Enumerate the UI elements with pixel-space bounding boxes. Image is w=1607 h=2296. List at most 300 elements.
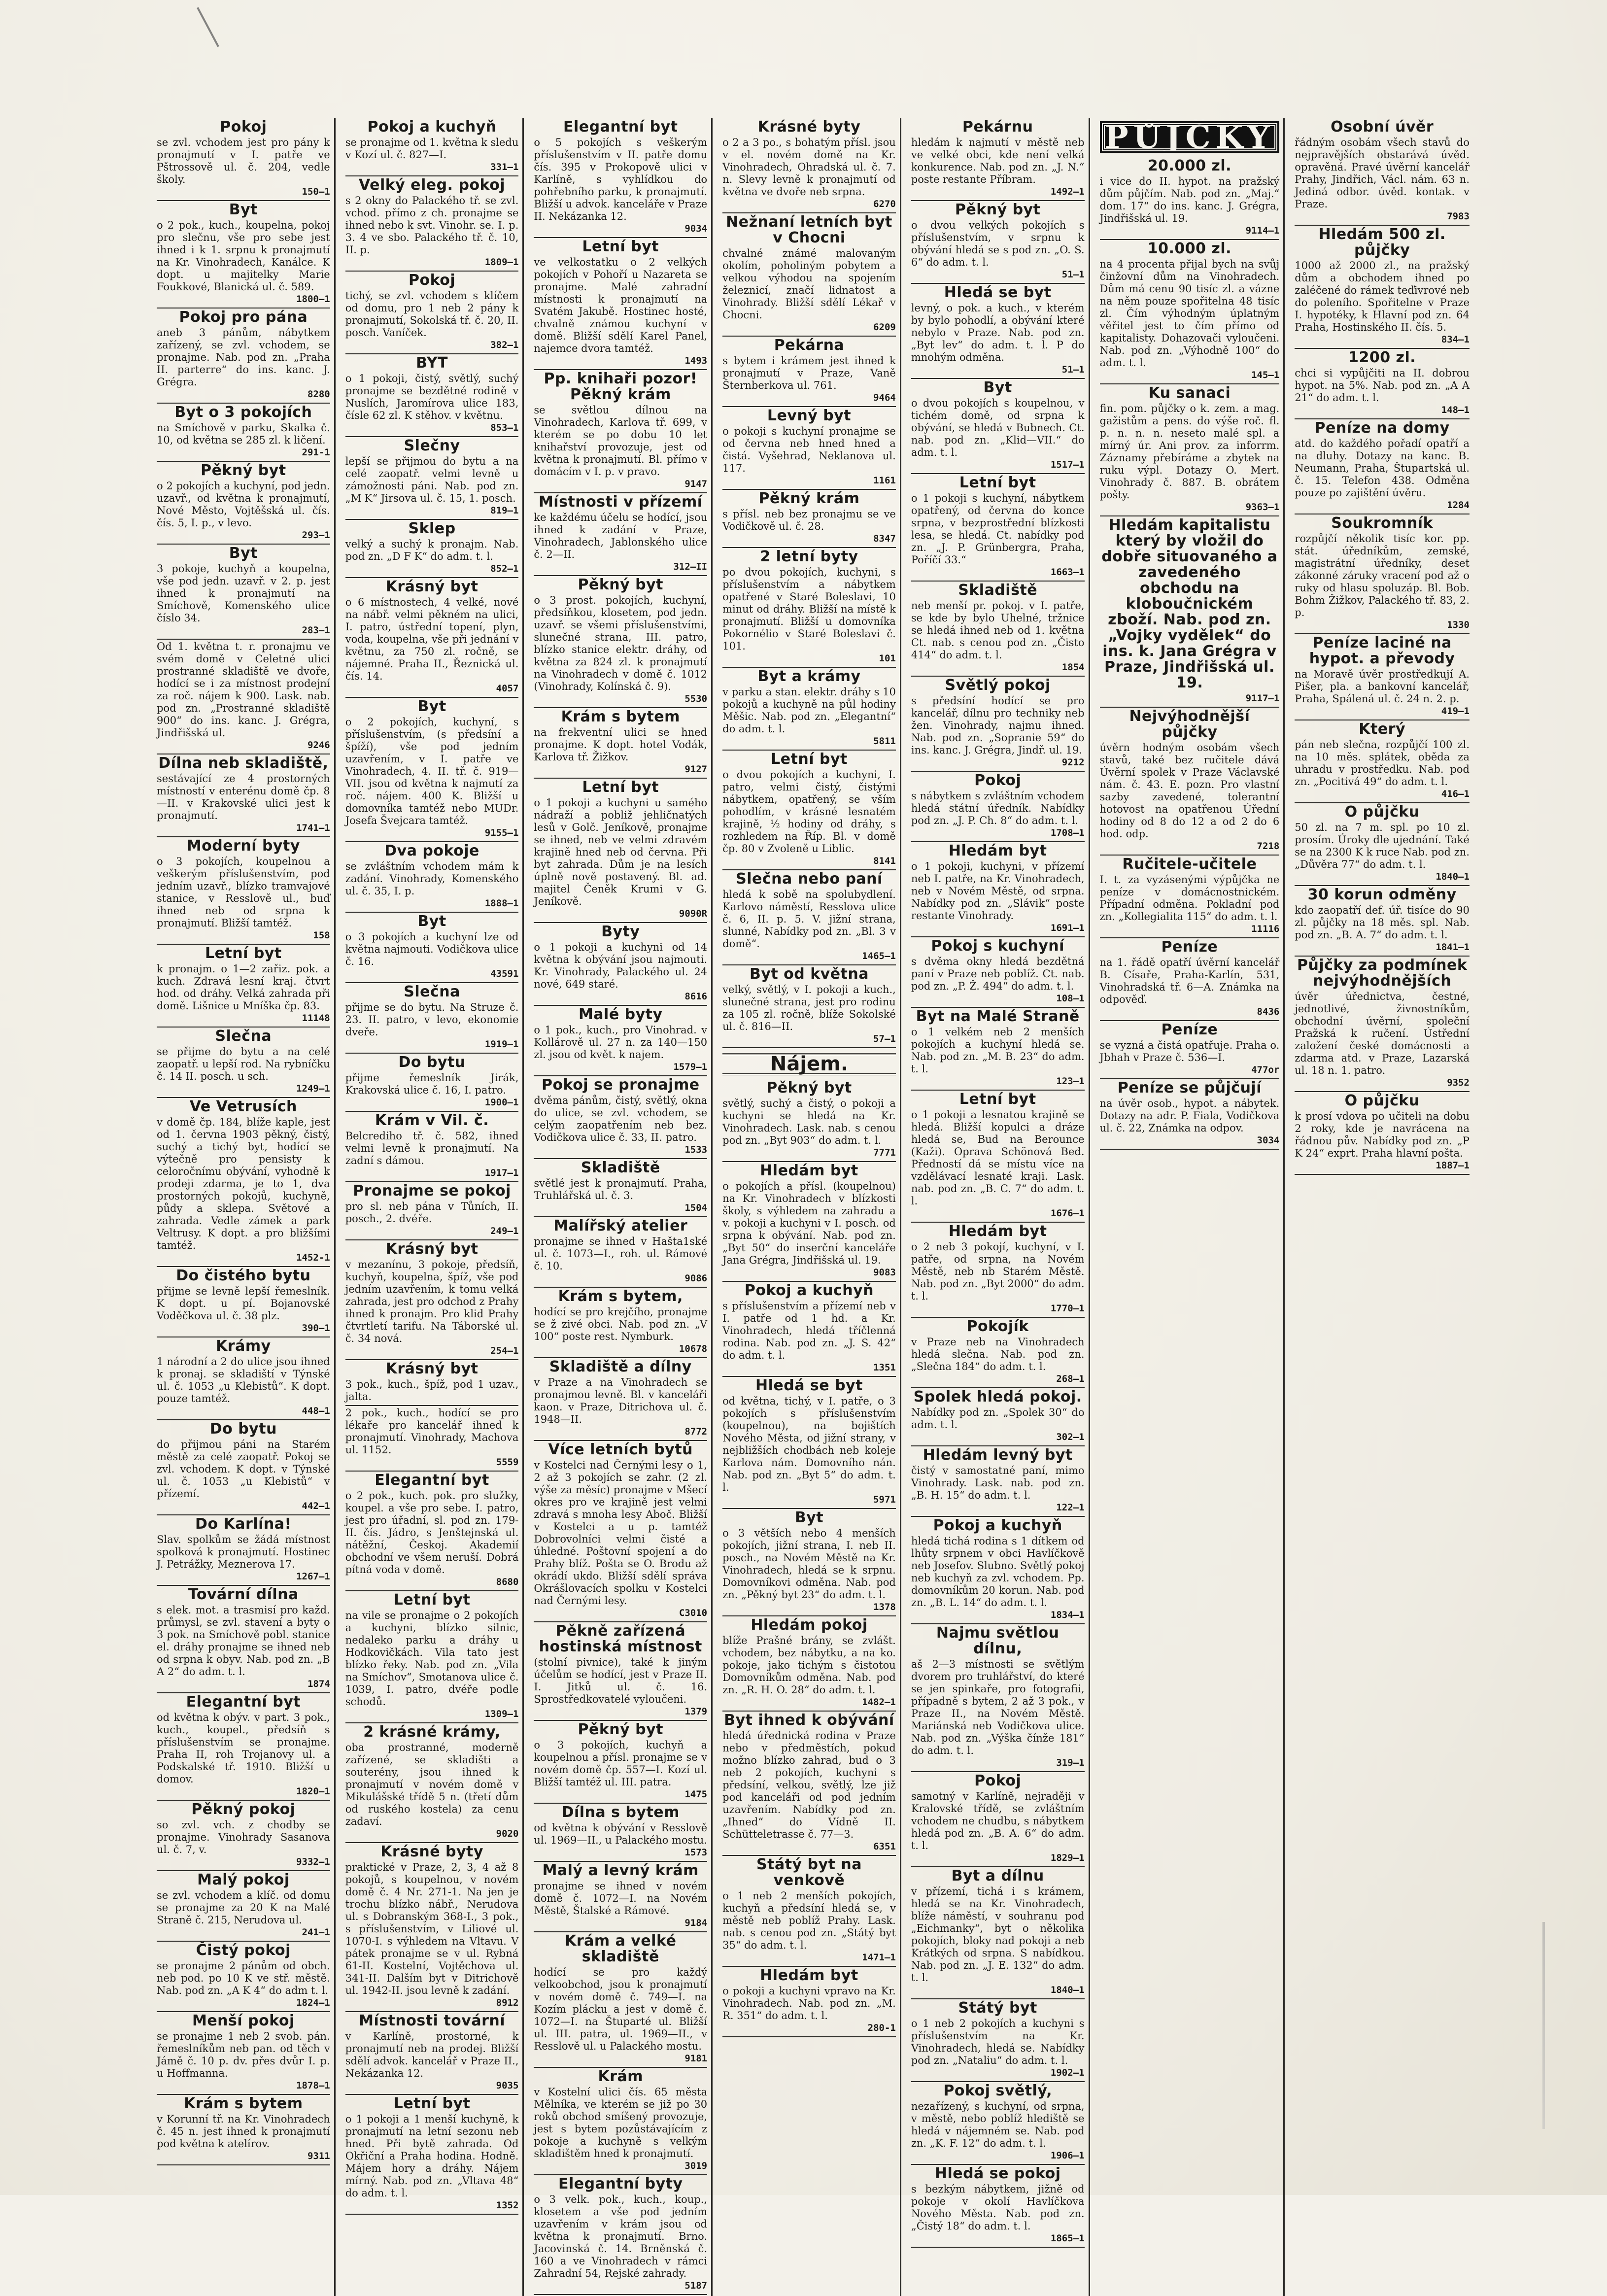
classified-ad <box>1100 1022 1280 1079</box>
ad-text: v Korunní tř. na Kr. Vinohradech č. 45 n. jest ihned k pronajmutí pod května k atelírov. <box>157 2113 330 2150</box>
ad-title: Ku sanaci <box>1148 384 1231 402</box>
ad-reference-number: 416—1 <box>1441 788 1470 799</box>
column-5 <box>907 118 1090 2296</box>
classified-ad <box>722 966 896 1048</box>
ad-reference-number: 1834—1 <box>1050 1610 1085 1620</box>
ad-text: aš 2—3 místnosti se světlým dvorem pro truhlářství, do které se jen spinkaře, pro fotografii, případně s bytem, 2 až 3 pok., v Praze II., na Novém Městě. Mariánská neb Vodičkova ulice. Nab. pod zn. „Výška čínže 181“ do adm. t. l. <box>911 1658 1085 1756</box>
ad-reference-number: 302—1 <box>1056 1432 1085 1442</box>
ad-text: o 2 neb 3 pokojí, kuchyní, v I. patře, od srpna, na Novém Městě, neb nb Starém Městě. Nab. pod zn. „Byt 2000“ do adm. t. l. <box>911 1241 1085 1302</box>
ad-title: Slečna <box>215 1028 272 1045</box>
classified-ad <box>534 1218 707 1288</box>
ad-title: Malý pokoj <box>197 1871 290 1888</box>
ad-reference-number: 1309—1 <box>484 1709 519 1719</box>
ad-title: Pokoj se pronajme <box>541 1076 700 1094</box>
ad-reference-number: 9363—1 <box>1245 502 1280 513</box>
ad-text: o 1 pok., kuch., pro Vinohrad. v Kollárově ul. 27 n. za 140—150 zl. jsou od květ. k najem. <box>534 1024 708 1061</box>
ad-title: Krám a velké skladiště <box>565 1932 677 1965</box>
ad-text: o 6 místnostech, 4 velké, nové na nábř. velmi pěkném na ulici, I. patro, ústřední topení, plyn, voda, koupelna, vše při jednání v květnu, za 750 zl. ročně, se nájemné. Praha II., Řeznická ul. čís. 14. <box>345 596 519 682</box>
ad-title: Hledám byt <box>760 1967 858 1984</box>
column-6 <box>1096 118 1285 2296</box>
ad-text: velký a suchý k pronajm. Nab. pod zn. „D F K“ do adm. t. l. <box>345 538 519 562</box>
ad-text: sestávající ze 4 prostorných místností v enterénu domě čp. 8—II. v Krakovské ulici jest k pronajmutí. <box>157 773 330 822</box>
ad-reference-number: 158 <box>313 930 330 941</box>
classified-ad <box>157 2096 330 2165</box>
ad-reference-number: 254—1 <box>490 1345 519 1356</box>
classified-ad <box>722 752 896 870</box>
classified-ad <box>345 438 519 520</box>
ad-title: Slečna nebo paní <box>736 870 883 888</box>
classified-ad <box>911 773 1085 842</box>
classified-ad <box>345 1183 519 1240</box>
classified-ad <box>157 946 330 1028</box>
ad-text: chci si vypůjčiti na II. dobrou hypot. na 5%. Nab. pod zn. „A A 21“ do adm. t. l. <box>1295 367 1470 404</box>
ad-text: lepší se přijmou do bytu a na celé zaopatř. velmi levně u zámožnosti páni. Nab. pod zn. „M K“ Jirsova ul. č. 15, 1. posch. <box>345 455 519 504</box>
ad-text: fin. pom. půjčky o k. zem. a mag. gažistům a pens. do výše roč. fl. p. n. n. n. neseto malé spl. a mírný úr. Ani prov. za inforrm. Záznamy přebíráme a zbytek na ruku výpl. Dotazy O. Mert. Vinohrady č. 887. B. obrátem pošty. <box>1099 403 1280 501</box>
ad-title: Pěkný pokoj <box>191 1801 296 1818</box>
ad-reference-number: 249—1 <box>490 1226 519 1236</box>
paper-scratch-mark <box>197 7 219 47</box>
classified-ad <box>1295 420 1470 514</box>
ad-title: Skladiště a dílny <box>549 1358 692 1375</box>
ad-title: Hledá se byt <box>944 284 1052 301</box>
ad-title: Krám s bytem <box>184 2095 303 2112</box>
classified-ad <box>534 1442 707 1622</box>
ad-text: v Karlíně, prostorné, k pronajmutí neb na prodej. Bližší sdělí advok. kancelář v Praze II., Nekázanka 12. <box>345 2030 519 2079</box>
ad-reference-number: 9352 <box>1447 1077 1470 1088</box>
classified-ad <box>1100 939 1280 1021</box>
ad-text: úvěr úřednictva, čestné, jednotlivé, živnostníkům, obchodní úvěrní, společní Pražská k ručení. Ústřední založení české domácnosti a zdarma atd. v Praze, Lazarská ul. 18 n. 1. patro. <box>1295 991 1470 1076</box>
ad-reference-number: 1475 <box>684 1789 708 1800</box>
ad-reference-number: 9181 <box>684 2053 708 2064</box>
classified-ad <box>157 1028 330 1098</box>
ad-text: ve velkostatku o 2 velkých pokojích v Pohoří u Nazareta se pronajme. Malé zahradní místnosti k pronajmutí na Svatém Jakubě. Hostinec hosté, chvalně známou kuchyní v domě. Bližší sdělí Karel Panel, najemce dvora tamtéž. <box>534 256 708 354</box>
ad-title: Pokoj pro pána <box>179 308 308 326</box>
ad-text: pronajme se ihned v novém domě č. 1072—I. na Novém Městě, Štalské a Rámové. <box>534 1880 708 1917</box>
ad-title: Letní byt <box>205 945 282 962</box>
ad-title: Byt <box>417 913 446 930</box>
ad-title: Krásné byty <box>757 118 861 136</box>
ad-reference-number: 1676—1 <box>1050 1208 1085 1219</box>
ad-reference-number: 51—1 <box>1061 269 1085 280</box>
classified-ad <box>345 1113 519 1182</box>
ad-reference-number: 1824—1 <box>296 1997 330 2008</box>
ad-title: Pokoj <box>408 272 456 289</box>
ad-text: rozpůjčí několik tisíc kor. pp. stát. úředníkům, zemské, magistrátní úředníky, deset zákonné záruky vracení pod až o ruky od hlasu spoluzáp. Bl. Bob. Bohm Žižkov, Palackého tř. 83, 2. p. <box>1295 533 1470 618</box>
ad-title: Byt <box>983 379 1012 396</box>
ad-text: hodící se pro krejčího, pronajme se ž zivé obci. Nab. pod zn. „V 100“ poste rest. Nymburk. <box>534 1306 708 1342</box>
ad-text: pro sl. neb pána v Tůních, II. posch., 2. dvéře. <box>345 1200 519 1225</box>
classified-ad <box>911 1773 1085 1867</box>
ad-title: O půjčku <box>1344 803 1420 821</box>
ad-text: se pronajme 2 pánům od obch. neb pod. po 10 K ve stř. městě. Nab. pod zn. „A K 4“ do adm t. l. <box>157 1960 330 1996</box>
ad-reference-number: 1919—1 <box>484 1039 519 1050</box>
ad-reference-number: 1888—1 <box>484 898 519 909</box>
ad-reference-number: 1352 <box>496 2200 519 2211</box>
ad-text: na úvěr osob., hypot. a nábytek. Dotazy na adr. P. Fiala, Vodičkova ul. č. 22, Známka na odpov. <box>1099 1097 1280 1134</box>
classified-ad <box>157 755 330 837</box>
ad-text: hledá úřednická rodina v Praze nebo v předměstích, pokud možno blízko zahrad, bud o 3 neb 2 pokojích, kuchyni s předsíní, velkou, světlý, lze již pod kanceláři od pod jedním uzavřením. Nabídky pod zn. „Ihned“ do Vídně II. Schütteletrasse č. 77—3. <box>722 1730 896 1840</box>
ad-reference-number: 1482—1 <box>862 1697 896 1708</box>
ad-text: od května k obývání v Resslově ul. 1969—II., u Palackého mostu. <box>534 1822 708 1846</box>
classified-ad <box>157 1421 330 1515</box>
classified-ad <box>157 1099 330 1267</box>
ad-text: se zvl. vchodem jest pro pány k pronajmutí v I. patře ve Pštrossově ul. č. 204, vedle školy. <box>157 137 330 185</box>
ad-text: aneb 3 pánům, nábytkem zařízený, se zvl. vchodem, se pronajme. Nab. pod zn. „Praha II. parterre“ do ins. kanc. J. Grégra. <box>157 327 330 388</box>
ad-reference-number: 148—1 <box>1441 405 1470 415</box>
ad-title: Byt o 3 pokojích <box>174 404 312 421</box>
ad-reference-number: 9034 <box>684 223 708 234</box>
ad-text: s bytem i krámem jest ihned k pronajmutí v Praze, Vaně Šternberkova ul. 761. <box>722 355 896 391</box>
classified-ad <box>911 380 1085 474</box>
ad-text: se světlou dílnou na Vinohradech, Karlova tř. 699, v kterém se po dobu 10 let knihařství provozuje, jest od května k pronajmutí. Bl. přímo v domácím v I. p. v pravo. <box>534 404 708 478</box>
ad-reference-number: 8680 <box>496 1576 519 1587</box>
ad-text: v Praze neb na Vinohradech hledá slečna. Nab. pod zn. „Slečna 184“ do adm. t. l. <box>911 1336 1085 1372</box>
ad-reference-number: 5971 <box>873 1494 896 1505</box>
ad-reference-number: 9086 <box>684 1273 708 1284</box>
ad-reference-number: 8912 <box>496 1997 519 2008</box>
ad-reference-number: 1809—1 <box>484 257 519 268</box>
ad-title: Elegantní byt <box>186 1693 301 1711</box>
ad-text: o pokoji a kuchyni vpravo na Kr. Vinohradech. Nab. pod zn. „M. R. 351“ do adm. t. l. <box>722 1985 896 2022</box>
ad-reference-number: 9464 <box>873 392 896 403</box>
ad-title: Krásný byt <box>385 1240 479 1258</box>
ad-title: Peníze laciné na hypot. a převody <box>1309 634 1455 667</box>
ad-reference-number: 1708—1 <box>1050 827 1085 838</box>
classified-ad <box>911 119 1085 201</box>
ad-text: velký, světlý, v I. pokoji a kuch., slunečné strana, jest pro rodinu za 105 zl. ročně, blíže Sokolské ul. č. 816—II. <box>722 984 896 1032</box>
ad-text: o dvou velkých pokojích s příslušenstvím, v srpnu k obývání hledá se s pod zn. „O. S. 6“ do adm. t. l. <box>911 219 1085 268</box>
ad-reference-number: 108—1 <box>1056 993 1085 1004</box>
classified-ad <box>911 285 1085 379</box>
ad-title: Pokoj <box>220 118 267 136</box>
ad-reference-number: 1691—1 <box>1050 923 1085 933</box>
ad-reference-number: 442—1 <box>302 1501 330 1511</box>
classified-ad <box>157 546 330 640</box>
ad-title: Krám <box>598 2068 644 2085</box>
ad-reference-number: 390—1 <box>302 1323 330 1334</box>
classified-ad <box>534 780 707 923</box>
classified-ad <box>534 239 707 370</box>
ad-reference-number: 1249—1 <box>296 1083 330 1094</box>
ad-title: Více letních bytů <box>548 1441 693 1458</box>
ad-text: nezařízený, s kuchyní, od srpna, v městě, nebo poblíž hlediště se hledá v nájemném se. Nab. pod zn. „K. F. 12“ do adm. t. l. <box>911 2100 1085 2149</box>
column-2 <box>342 118 524 2296</box>
ad-text: o 2 pokojích a kuchyní, pod jedn. uzavř., od května k pronajmutí, Nové Město, Vojtěšská ul. čís. čís. 5, I. p., v levo. <box>157 480 330 529</box>
ad-title: 20.000 zl. <box>1147 157 1232 174</box>
ad-title: Pokojík <box>966 1318 1029 1335</box>
classified-ad <box>157 2013 330 2095</box>
ad-text: o pokojích a přísl. (koupelnou) na Kr. Vinohradech v blízkosti školy, s výhledem na zahradu a v. pokoji a kuchyni v I. posch. od srpna k obývání. Nab. pod zn. „Byt 50“ do inserční kanceláře Jana Grégra, Jindřišská ul. 19. <box>722 1180 896 1266</box>
ad-title: Pronajme se pokoj <box>353 1182 511 1199</box>
ad-reference-number: 1878—1 <box>296 2080 330 2091</box>
ad-reference-number: 3034 <box>1257 1135 1280 1146</box>
ad-title: Hledám pokoj <box>751 1616 868 1634</box>
ad-text: tichý, se zvl. vchodem s klíčem od domu, pro 1 neb 2 pány k pronajmutí, Sokolská tř. č. 20, II. posch. Vaníček. <box>345 290 519 339</box>
ad-text: v Kostelní ulici čís. 65 města Mělníka, ve kterém se již po 30 roků obchod smíšený provozuje, jest s bytem pozůstávajícím z pokoje a kuchyně s velkým skladištěm hned k pronajmutí. <box>534 2086 708 2159</box>
ad-title: Levný byt <box>767 407 852 424</box>
ad-text: Od 1. května t. r. pronajmu ve svém domě v Celetné ulici prostranné skladiště ve dvoře, hodící se i za místnost prodejní za roč. nájem k 900. Lask. nab. pod zn. „Prostranné skladiště 900“ do ins. kanc. J. Grégra, Jindřišská ul. <box>157 641 330 739</box>
ad-title: Letní byt <box>771 751 848 768</box>
ad-title: Pěkný byt <box>955 201 1041 218</box>
ad-reference-number: 9311 <box>307 2151 330 2161</box>
ad-title: Osobní úvěr <box>1331 118 1434 136</box>
ad-title: BYT <box>416 354 448 372</box>
classified-ad <box>534 1289 707 1358</box>
ad-text: po dvou pokojích, kuchyni, s příslušenstvím a nábytkem opatřené v Staré Boleslavi, 10 minut od dráhy. Bližší na místě k pronajmutí. Bližší u domovníka Pokornélio v Staré Boleslavi č. 101. <box>722 566 896 652</box>
ad-title: Pokoj a kuchyň <box>367 118 497 136</box>
najem-section-heading: Nájem. <box>722 1053 896 1075</box>
ad-reference-number: 8772 <box>684 1426 708 1437</box>
ad-reference-number: 9246 <box>307 740 330 751</box>
classified-ad <box>534 577 707 708</box>
classified-ad <box>157 309 330 404</box>
ad-reference-number: 1493 <box>684 355 708 366</box>
ad-title: Do Karlína! <box>195 1515 292 1533</box>
ad-reference-number: 1471—1 <box>862 1952 896 1963</box>
ad-title: Byt <box>229 201 258 218</box>
ad-text: v Kostelci nad Černými lesy o 1, 2 až 3 pokojích se zahr. (2 zl. výše za měsíc) pronajme v Mšecí okres pro ve krajině jest velmi zdravá s mnoha lesy Aboč. Bližší v Kostelci a u p. tamtéž Dobrovolníci velmi čisté a úhledné. Poštovní spojení a do Prahy blíž. Pošta se O. Brodu až okrádí ukdo. Bližší sdělí správa Okrášlovacích spolku v Kostelci nad Černými lesy. <box>534 1459 708 1607</box>
classified-ad <box>911 202 1085 284</box>
classified-ad <box>911 1447 1085 1517</box>
ad-reference-number: 9083 <box>873 1267 896 1278</box>
ad-text: hodící se pro každý velkoobchod, jsou k pronajmutí v novém domě č. 749—I. na Kozím plácku a jest v domě č. 1072—I. na Štuparté ul. Bližší ul. III. patra, ul. 1969—II., v Resslově ul. u Palackého mostu. <box>534 1966 708 2052</box>
ad-title: Peníze <box>1161 1021 1218 1038</box>
ad-reference-number: 1161 <box>873 475 896 486</box>
ad-reference-number: 312—II <box>673 561 708 572</box>
column-3 <box>530 118 713 2296</box>
ad-text: k pronajm. o 1—2 zařiz. pok. a kuch. Zdravá lesní kraj. čtvrt hod. od dráhy. Velká zahrada při domě. Lišnice u Mníška čp. 83. <box>157 963 330 1012</box>
ad-reference-number: 9147 <box>684 479 708 489</box>
ad-title: Nežnaní letních byt v Chocni <box>726 213 892 246</box>
ad-text: 2 pok., kuch., hodící se pro lékaře pro kancelář ihned k pronajmutí. Vinohrady, Machova ul. 1152. <box>345 1407 519 1456</box>
ad-reference-number: 9332—1 <box>296 1856 330 1867</box>
ad-text: o 2 pokojích, kuchyní, s příslušenstvím, (s předsíní a špíží), vše pod jedním uzavřením, v I. patře ve Vinohradech, 4. II. tř. č. 919—VII. jsou od května k najmutí za roč. nájem. 400 K. Bližší u domovníka tamtéž nebo MUDr. Josefa Švejcara tamtéž. <box>345 716 519 826</box>
ad-text: o 3 velk. pok., kuch., koup., klosetem a vše pod jedním uzavřením v krám jsou od května k pronajmutí. Brno. Jacovinská č. 14. Brněnská č. 160 a ve Vinohradech v rámci Zahradní 54, Rejské zahrady. <box>534 2193 708 2279</box>
classified-ad <box>1100 385 1280 516</box>
ad-title: Pěkný byt <box>201 462 286 479</box>
ad-reference-number: 150—1 <box>302 186 330 197</box>
ad-title: Nejvýhodnější půjčky <box>1129 708 1250 741</box>
ad-title: Dílna s bytem <box>561 1804 680 1821</box>
column-7 <box>1291 118 1473 2296</box>
ad-reference-number: 1741—1 <box>296 822 330 833</box>
ad-text: Belcrediho tř. č. 582, ihned velmi levně k pronajmutí. Na zadní s dámou. <box>345 1130 519 1166</box>
ad-text: so zvl. vch. z chodby se pronajme. Vinohrady Sasanova ul. č. 7, v. <box>157 1819 330 1855</box>
ad-text: o 3 pokojích, koupelnou a veškerým příslušenstvím, pod jedním uzavř., blízko tramvajové stanice, v Resslově ul., buď ihned neb od srpna k pronajmutí. Bližší tamtéž. <box>157 856 330 929</box>
ad-text: 1 národní a 2 do ulice jsou ihned k pronaj. se skladiští v Týnské ul. č. 1053 „u Klebistů“. K dopt. pouze tamtéž. <box>157 1356 330 1405</box>
ad-text: o dvou pokojích a kuchyni, I. patro, velmi čistý, čistými nábytkem, opatřený, se vším pohodlím, v krásné lesnatém krajině, ½ hodiny od dráhy, s rozhledem na Říp. Bl. v domě čp. 80 v Zvoleně u Liblic. <box>722 769 896 855</box>
classified-ad <box>345 1592 519 1723</box>
ad-text: s elek. mot. a trasmisí pro každ. průmysl, se zvl. stavení a byty o 3 pok. na Smíchově pobl. stanice el. dráhy pronajme se ihned neb od srpna k obyv. Nab. pod zn. „B A 2“ do adm. t. l. <box>157 1604 330 1678</box>
ad-title: Skladiště <box>958 582 1038 599</box>
ad-reference-number: 319—1 <box>1056 1757 1085 1768</box>
classified-ad <box>722 1283 896 1377</box>
ad-reference-number: 280-1 <box>867 2022 896 2033</box>
classified-ad <box>722 1080 896 1162</box>
ad-title: Skladiště <box>581 1159 660 1176</box>
classified-ad <box>534 1805 707 1862</box>
classified-ad <box>1295 1093 1470 1175</box>
ad-title: Byt <box>417 698 446 715</box>
ad-title: Hledám levný byt <box>923 1446 1073 1464</box>
ad-text: o 5 pokojích s veškerým příslušenstvím v II. patře domu čís. 395 v Prokopově ulici v Karlíně, s vyhlídkou do pohřebního parku, k pronajmutí. Bližší u advok. kanceláře v Praze II. Nekázanka 12. <box>534 137 708 222</box>
classified-ad <box>722 1713 896 1856</box>
ad-reference-number: 1284 <box>1447 500 1470 511</box>
ad-title: Byt od května <box>749 965 869 983</box>
ad-title: Do čistého bytu <box>176 1267 311 1284</box>
ad-text: 3 pokoje, kuchyň a koupelna, vše pod jedn. uzavř. v 2. p. jest ihned k pronajmutí na Smíchově, Komenského ulice číslo 34. <box>157 563 330 624</box>
ad-title: Byt na Malé Straně <box>916 1008 1080 1025</box>
classified-ad <box>534 924 707 1006</box>
classified-ad <box>345 843 519 913</box>
pujcky-logo: PŮJČKY <box>1102 123 1278 151</box>
classified-ad <box>1100 709 1280 856</box>
classified-ad <box>157 463 330 545</box>
ad-title: Byt a dílnu <box>951 1867 1044 1885</box>
ad-title: Pekárnu <box>962 118 1033 136</box>
ad-title: 2 krásné krámy, <box>363 1723 501 1741</box>
classified-ad <box>345 273 519 354</box>
classified-ad <box>722 871 896 965</box>
ad-text: 50 zl. na 7 m. spl. po 10 zl. prosím. Úroky dle ujednání. Také se na 2300 K k ruce Nab. pod zn. „Důvěra 77“ do adm. t. l. <box>1295 822 1470 870</box>
ad-text: o 1 neb 2 menších pokojích, kuchyň a předsíní hledá se, v městě neb poblíž Prahy. Lask. nab. s cenou pod zn. „Státý byt 35“ do adm. t. l. <box>722 1890 896 1951</box>
ad-title: Hledám kapitalistu který by vložil do dobře situovaného a zavedeného obchodu na kloboučnickém zboží. Nab. pod zn. „Vojky vydělek“ do ins. k. Jana Grégra v Praze, Jindřišská ul. 19. <box>1101 516 1278 691</box>
ad-reference-number: 7218 <box>1257 841 1280 852</box>
ad-reference-number: 819—1 <box>490 505 519 516</box>
ad-title: Krámy <box>216 1337 271 1355</box>
ad-reference-number: 852—1 <box>490 563 519 574</box>
ad-reference-number: 1917—1 <box>484 1167 519 1178</box>
ad-text: se zvl. vchodem a klíč. od domu se pronajme za 20 K na Malé Straně č. 215, Nerudova ul. <box>157 1889 330 1926</box>
ad-reference-number: 8436 <box>1257 1006 1280 1017</box>
classified-ad <box>722 1378 896 1509</box>
paper-edge-mark <box>1542 1922 1545 2129</box>
classified-ad <box>722 1968 896 2037</box>
ad-title: Krásné byty <box>380 1843 483 1860</box>
ad-reference-number: 43591 <box>490 968 519 979</box>
ad-reference-number: 1579—1 <box>673 1062 708 1072</box>
classified-ad <box>722 119 896 213</box>
ad-title: 2 letní byty <box>760 548 858 565</box>
classified-ad <box>722 1510 896 1616</box>
ad-reference-number: 283—1 <box>302 625 330 636</box>
classified-ad <box>157 1268 330 1337</box>
ad-title: Najmu světlou dílnu, <box>936 1624 1060 1657</box>
ad-text: o 1 pokoji, kuchyni, v přízemí neb I. patře, na Kr. Vinohradech, neb v Novém Městě, od srpna. Nabídky pod zn. „Slávik“ poste restante Vinohrady. <box>911 860 1085 922</box>
ad-text: o 2 a 3 po., s bohatým přísl. jsou v el. novém domě na Kr. Vinohradech, Ohradská ul. č. 7. n. Slevy levně k pronajmutí od května ve dvoře neb srpna. <box>722 137 896 198</box>
ad-title: Pěkný byt <box>578 576 664 593</box>
classified-ad <box>1295 119 1470 226</box>
classified-ad <box>345 521 519 578</box>
classified-ad <box>911 938 1085 1008</box>
ad-title: Peníze na domy <box>1314 419 1450 437</box>
ad-title: Peníze <box>1161 938 1218 956</box>
ad-text: od května, tichý, v I. patře, o 3 pokojích s příslušenstvím (koupelnou), na bojištích Nového Města, od jižní strany, v nejbližších chodbách neb koleje Karlova nám. Domovního nán. Nab. pod zn. „Byt 5“ do adm. t. l. <box>722 1395 896 1493</box>
ad-reference-number: 9114—1 <box>1245 225 1280 236</box>
ad-title: Letní byt <box>582 779 659 796</box>
ad-text: ke každému účelu se hodící, jsou ihned k zadání v Praze, Vinohradech, Jablonského ulice č. 2—II. <box>534 512 708 560</box>
ad-text: 1000 až 2000 zl., na pražský dům a obchodem ihned po zaléčené do rámek teďivrové neb do poleního. Spořitelne v Praze I. hypotéky, k Hlavní pod zn. 64 Praha, Hostinského II. čís. 5. <box>1295 260 1470 333</box>
ad-text: o pokoji s kuchyní pronajme se od června neb hned hned a čistá. Vyšehrad, Neklanova ul. 117. <box>722 425 896 474</box>
ad-reference-number: 8141 <box>873 856 896 866</box>
ad-text: s přísl. neb bez pronajmu se ve Vodičkově ul. č. 28. <box>722 508 896 532</box>
ad-reference-number: 1840—1 <box>1436 871 1470 882</box>
ad-title: Krám s bytem <box>561 708 680 725</box>
ad-title: Hledá se pokoj <box>934 2165 1061 2182</box>
classified-ad <box>534 1863 707 1932</box>
classified-ad <box>534 371 707 493</box>
classified-ad <box>345 914 519 983</box>
ad-title: Hledám byt <box>760 1162 858 1179</box>
ad-text: levný, o pok. a kuch., v kterém by bylo pohodlí, a obývání které nebylo v Praze. Nab. pod zn. „Byt lev“ do adm. t. l. P do mnohým odměna. <box>911 302 1085 363</box>
classified-ad <box>1295 635 1470 720</box>
ad-text: o 1 pokoji, čistý, světlý, suchý pronajme se bezdětné rodině v Nuslích, Jaromírova ulice 183, čísle 62 zl. K stěhov. v květnu. <box>345 373 519 421</box>
column-4 <box>718 118 901 2296</box>
ad-reference-number: 834—1 <box>1441 334 1470 345</box>
classified-ad <box>534 1359 707 1441</box>
ad-title: Velký eleg. pokoj <box>359 176 506 194</box>
ad-title: Peníze se půjčují <box>1117 1079 1262 1097</box>
ad-text: hledám k najmutí v městě neb ve velké obci, kde není velká konkurence. Nab. pod zn. „J. N.“ poste restante Příbram. <box>911 137 1085 185</box>
ad-title: Ve Vetrusích <box>189 1098 297 1115</box>
classified-ad <box>1295 350 1470 419</box>
ad-title: Světlý pokoj <box>945 677 1051 694</box>
ad-title: Byt ihned k obývání <box>724 1712 894 1729</box>
classified-ad <box>157 1587 330 1693</box>
classified-ad <box>1100 158 1280 240</box>
classified-ad <box>722 214 896 337</box>
ad-reference-number: 6270 <box>873 199 896 209</box>
ad-text: přijme se levně lepší řemeslník. K dopt. u pí. Bojanovské Voděčkova ul. č. 38 plz. <box>157 1285 330 1322</box>
ad-reference-number: 382—1 <box>490 340 519 350</box>
ad-reference-number: 9035 <box>496 2080 519 2091</box>
ad-title: Krám s bytem, <box>558 1288 683 1305</box>
ad-reference-number: 8280 <box>307 389 330 400</box>
classified-ad <box>534 494 707 576</box>
ad-title: Do bytu <box>398 1054 466 1071</box>
ad-title: Byt <box>229 545 258 562</box>
ad-reference-number: 1770—1 <box>1050 1303 1085 1314</box>
ad-text: hledá tichá rodina s 1 dítkem od lhůty srpnem v obci Havlíčkově neb Josefov. Slubno. Světlý pokoj neb kuchyň za zvl. vchodem. Pp. domovníkům 20 korun. Nab. pod zn. „B. L. 14“ do adm. t. l. <box>911 1535 1085 1609</box>
ad-text: se přijme do bytu a na celé zaopatř. u lepší rod. Na rybníčku č. 14 II. posch. u sch. <box>157 1046 330 1082</box>
ad-title: Moderní byty <box>186 837 300 855</box>
classified-ad <box>534 119 707 238</box>
ad-reference-number: 1663—1 <box>1050 567 1085 578</box>
ad-reference-number: 11148 <box>302 1013 330 1024</box>
ad-reference-number: 101 <box>879 653 896 664</box>
classified-ad <box>345 2096 519 2215</box>
classified-ad <box>1295 804 1470 886</box>
ad-title: Byt a krámy <box>757 668 861 685</box>
classified-ad <box>911 583 1085 677</box>
classified-ad <box>1295 721 1470 803</box>
classified-ad <box>534 1077 707 1159</box>
classified-ad <box>911 2166 1085 2248</box>
ad-title: Elegantní byt <box>375 1472 489 1489</box>
ad-reference-number: 1465—1 <box>862 951 896 961</box>
classified-ad <box>157 838 330 945</box>
ad-title: Hledám byt <box>948 842 1047 859</box>
classified-ad <box>911 678 1085 772</box>
ad-text: s bezkým nábytkem, jižně od pokoje v okolí Havlíčkova Nového Města. Nab. pod zn. „Čistý 18“ do adm. t. l. <box>911 2183 1085 2232</box>
ad-text: do přijmou páni na Starém městě za celé zaopatř. Pokoj se zvl. vchodem. K dopt. v Týnské ul. č. 1053 „u Klebistů“ v přízemí. <box>157 1439 330 1500</box>
ad-title: Letní byt <box>959 474 1036 491</box>
ad-reference-number: 1517—1 <box>1050 459 1085 470</box>
ad-text: světlé jest k pronajmutí. Praha, Truhlářská ul. č. 3. <box>534 1177 708 1201</box>
classified-ad <box>534 709 707 779</box>
ad-text: I. t. za vyzásenými výpůjčka ne peníze v domácnostnickém. Případní odměna. Pokladní pod zn. „Kollegialita 115“ do adm. t. l. <box>1099 874 1280 923</box>
ad-reference-number: 9020 <box>496 1828 519 1839</box>
